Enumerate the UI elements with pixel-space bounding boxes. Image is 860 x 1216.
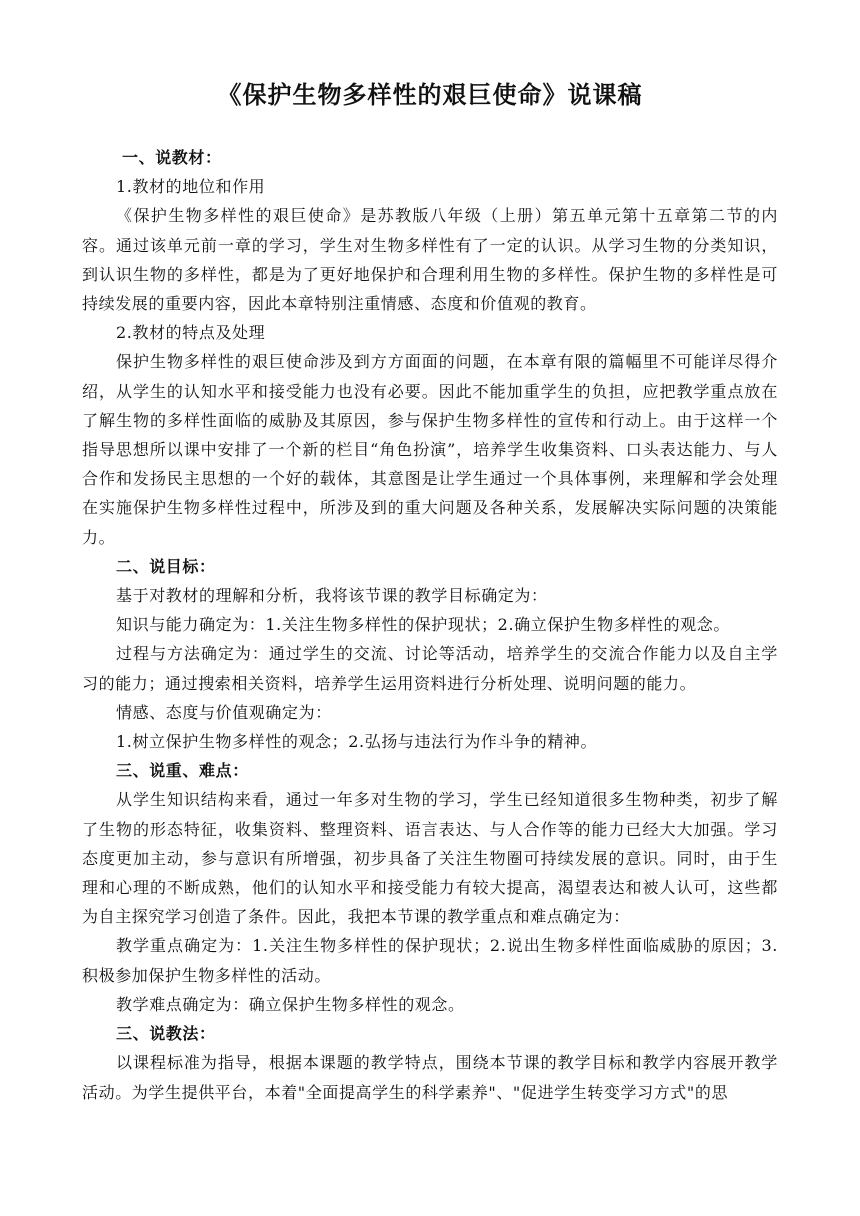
paragraph: 教学难点确定为：确立保护生物多样性的观念。 <box>116 994 465 1014</box>
document-body <box>82 143 778 1107</box>
paragraph: 以课程标准为指导，根据本课题的教学特点，围绕本节课的教学目标和教学内容展开教学活动。为学生提供平台，本着"全面提高学生的科学素养"、"促进学生转变学习方式"的思 <box>82 1053 778 1102</box>
subheading-status-and-role: 1.教材的地位和作用 <box>116 177 266 197</box>
section-heading-objectives: 二、说目标： <box>116 556 216 576</box>
paragraph: 保护生物多样性的艰巨使命涉及到方方面面的问题，在本章有限的篇幅里不可能详尽得介绍，从学生的认知水平和接受能力也没有必要。因此不能加重学生的负担，应把教学重点放在了解生物的多样性面临的威胁及其原因，参与保护生物多样性的宣传和行动上。由于这样一个指导思想所以课中安排了一个新的栏目“角色扮演”，培养学生收集资料、口头表达能力、与人合作和发扬民主思想的一个好的载体，其意图是让学生通过一个具体事例，来理解和学会处理在实施保护生物多样性过程中，所涉及到的重大问题及各种关系，发展解决实际问题的决策能力。 <box>82 352 778 547</box>
paragraph: 从学生知识结构来看，通过一年多对生物的学习，学生已经知道很多生物种类，初步了解了生物的形态特征，收集资料、整理资料、语言表达、与人合作等的能力已经大大加强。学习态度更加主动，参与意识有所增强，初步具备了关注生物圈可持续发展的意识。同时，由于生理和心理的不断成熟，他们的认知水平和接受能力有较大提高，渴望表达和被人认可，这些都为自主探究学习创造了条件。因此，我把本节课的教学重点和难点确定为： <box>82 790 778 927</box>
paragraph: 教学重点确定为：1.关注生物多样性的保护现状；2.说出生物多样性面临威胁的原因；3.积极参加保护生物多样性的活动。 <box>82 936 778 985</box>
subheading-features-and-handling: 2.教材的特点及处理 <box>116 323 266 343</box>
paragraph: 过程与方法确定为：通过学生的交流、讨论等活动，培养学生的交流合作能力以及自主学习的能力；通过搜索相关资料，培养学生运用资料进行分析处理、说明问题的能力。 <box>82 644 778 693</box>
document-title: 《保护生物多样性的艰巨使命》说课稿 <box>217 81 643 109</box>
section-heading-teaching-material: 一、说教材： <box>122 148 222 167</box>
paragraph: 《保护生物多样性的艰巨使命》是苏教版八年级（上册）第五单元第十五章第二节的内容。通过该单元前一章的学习，学生对生物多样性有了一定的认识。从学习生物的分类知识，到认识生物的多样性，都是为了更好地保护和合理利用生物的多样性。保护生物的多样性是可持续发展的重要内容，因此本章特别注重情感、态度和价值观的教育。 <box>82 206 778 314</box>
paragraph: 1.树立保护生物多样性的观念；2.弘扬与违法行为作斗争的精神。 <box>116 732 598 752</box>
paragraph: 情感、态度与价值观确定为： <box>116 702 332 722</box>
section-heading-key-points: 三、说重、难点： <box>116 761 249 781</box>
paragraph: 知识与能力确定为：1.关注生物多样性的保护现状；2.确立保护生物多样性的观念。 <box>116 615 730 635</box>
section-heading-teaching-methods: 三、说教法： <box>116 1024 216 1044</box>
paragraph: 基于对教材的理解和分析，我将该节课的教学目标确定为： <box>116 586 548 606</box>
